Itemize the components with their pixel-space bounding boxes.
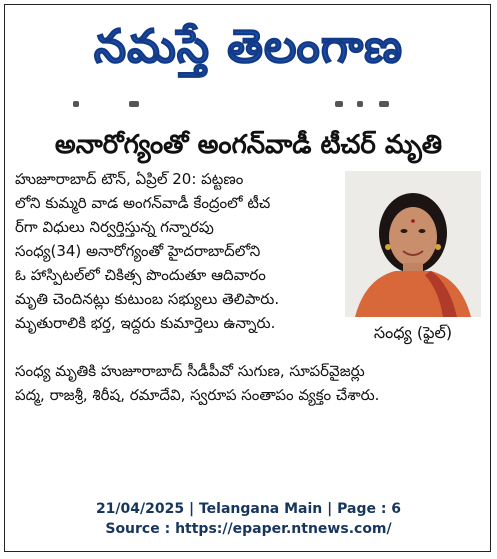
article-line: పద్మ, రాజశ్రీ, శిరీష, రమాదేవి, స్వరూప సంతాపం వ్యక్తం చేశారు. [15,386,380,404]
portrait-photo [345,171,481,317]
publication-date-info: 21/04/2025 | Telangana Main | Page : 6 [95,501,402,517]
article-line: హుజూరాబాద్ టౌన్, ఏప్రిల్ 20: పట్టణం [15,170,244,188]
clipping-frame [4,4,491,552]
article-line: సంధ్య మృతికి హుజూరాబాద్ సీడీపీవో సుగుణ, సూపర్‌వైజర్లు [15,362,365,380]
article-line: ఓ హాస్పిటల్‌లో చికిత్స పొందుతూ ఆదివారం [15,266,266,284]
portrait-illustration [345,171,481,317]
source-url: Source : https://epaper.ntnews.com/ [105,521,392,537]
article-body-narrow [15,167,341,335]
article-line: ర్‌గా విధులు నిర్వర్తిస్తున్న గన్నారపు [15,218,214,236]
newspaper-masthead: నమస్తే తెలంగాణ [93,19,404,73]
photo-caption: సంధ్య (ఫైల్) [373,323,453,342]
article-line: సంధ్య(34) అనారోగ్యంతో హైదరాబాద్‌లోని [15,242,261,260]
article-line: మృతి చెందినట్లు కుటుంబ సభ్యులు తెలిపారు. [15,290,280,308]
article-line: మృతురాలికి భర్త, ఇద్దరు కుమార్తెలు ఉన్నారు. [15,314,276,332]
clipping-footer [5,499,492,539]
article-headline: అనారోగ్యంతో అంగన్‌వాడీ టీచర్ మృతి [54,130,443,160]
article-line: లోని కుమ్మరి వాడ అంగన్‌వాడీ కేంద్రంలో టీచ [15,194,271,212]
cropped-text-strip [73,101,393,107]
article-body-wide [15,359,475,407]
